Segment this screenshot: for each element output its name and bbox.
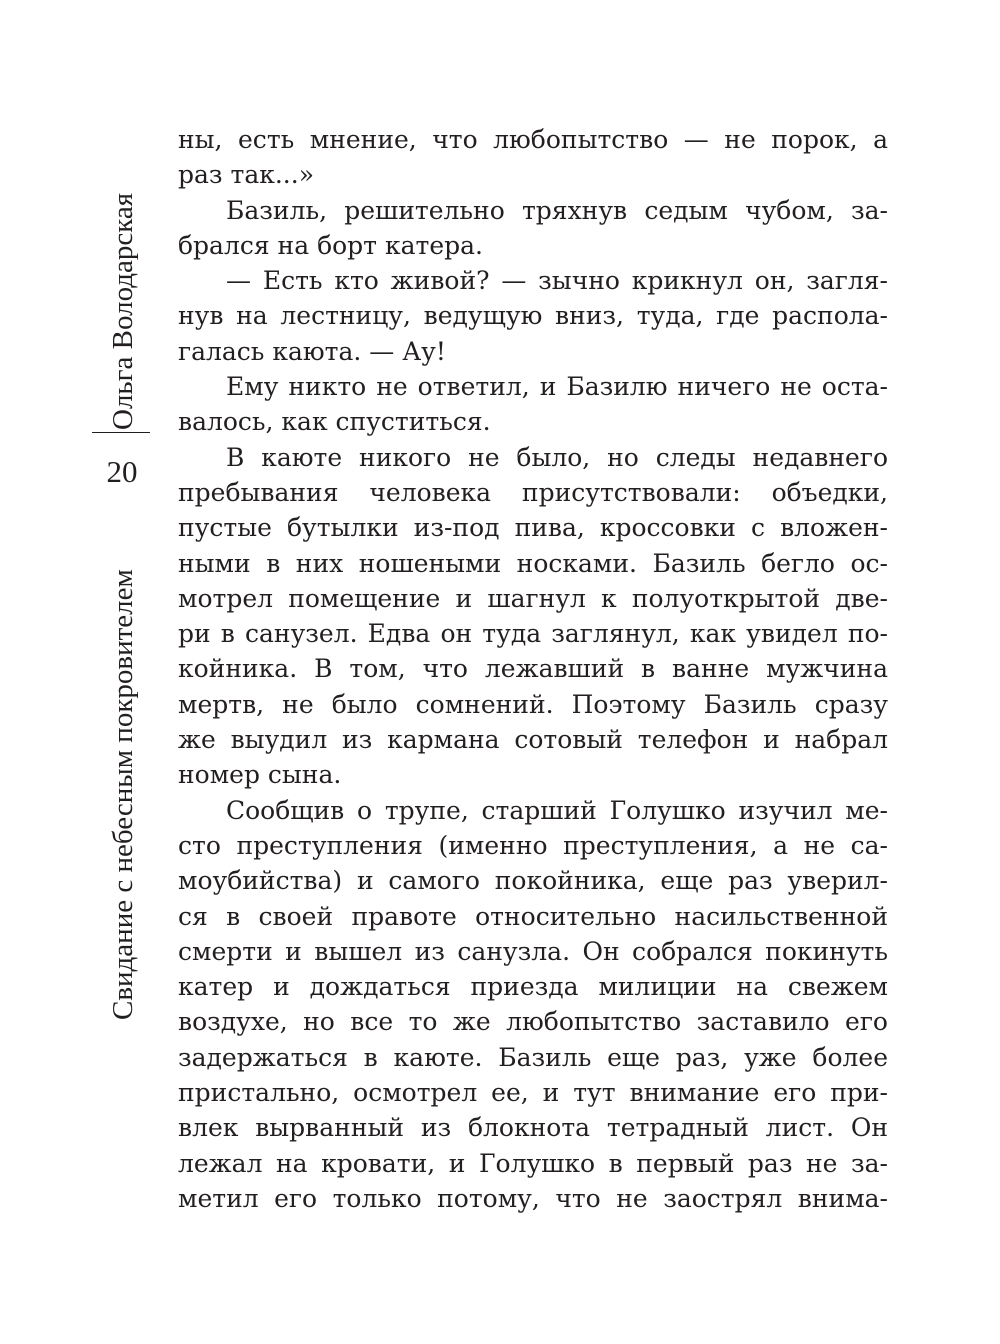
text-line: галась каюта. — Ау! — [178, 336, 446, 366]
text-line: ны, есть мнение, что любопытство — не порок, а — [178, 125, 888, 154]
running-head-book-title: Свидание с небесным покровителем — [107, 569, 139, 1020]
text-line: номер сына. — [178, 760, 342, 790]
body-text — [178, 122, 888, 1216]
text-line: пустые бутылки из-под пива, кроссовки с вложен- — [178, 513, 888, 543]
text-line: брался на борт катера. — [178, 230, 483, 260]
text-line: ся в своей правоте относительно насильственной — [178, 901, 888, 931]
text-line: влек вырванный из блокнота тетрадный лист. Он — [178, 1113, 888, 1143]
text-line: катер и дождаться приезда милиции на свежем — [178, 972, 888, 1002]
text-line: В каюте никого не было, но следы недавнего — [226, 442, 888, 472]
text-line: — Есть кто живой? — зычно крикнул он, загля- — [226, 266, 888, 296]
running-head-author: Ольга Володарская — [107, 192, 139, 430]
text-line: ри в санузел. Едва он туда заглянул, как увидел по- — [178, 619, 888, 649]
text-line: задержаться в каюте. Базиль еще раз, уже более — [178, 1042, 888, 1072]
text-line: Сообщив о трупе, старший Голушко изучил ме- — [226, 795, 888, 825]
text-line: же выудил из кармана сотовый телефон и набрал — [178, 725, 888, 755]
running-head-divider — [92, 432, 150, 433]
page-number: 20 — [106, 454, 138, 489]
text-line: ными в них ношеными носками. Базиль бегло ос- — [178, 548, 888, 578]
text-line: моубийства) и самого покойника, еще раз уверил- — [178, 866, 888, 896]
text-line: мертв, не было сомнений. Поэтому Базиль сразу — [178, 689, 888, 719]
text-line: валось, как спуститься. — [178, 407, 491, 437]
text-line: раз так...» — [178, 160, 314, 190]
text-line: Ему никто не ответил, и Базилю ничего не оста- — [226, 372, 888, 402]
text-line: смерти и вышел из санузла. Он собрался покинуть — [178, 936, 888, 966]
text-line: мотрел помещение и шагнул к полуоткрытой две- — [178, 583, 888, 613]
text-line: сто преступления (именно преступления, а не са- — [178, 830, 888, 860]
text-line: воздухе, но все то же любопытство заставило его — [178, 1007, 888, 1037]
text-line: нув на лестницу, ведущую вниз, туда, где распола- — [178, 301, 888, 331]
text-line: койника. В том, что лежавший в ванне мужчина — [178, 654, 888, 684]
text-line: пребывания человека присутствовали: объедки, — [178, 477, 888, 507]
text-line: лежал на кровати, и Голушко в первый раз не за- — [178, 1148, 888, 1178]
text-line: метил его только потому, что не заострял внима- — [178, 1183, 888, 1213]
text-line: пристально, осмотрел ее, и тут внимание его при- — [178, 1078, 888, 1108]
text-line: Базиль, решительно тряхнув седым чубом, за- — [226, 195, 888, 225]
